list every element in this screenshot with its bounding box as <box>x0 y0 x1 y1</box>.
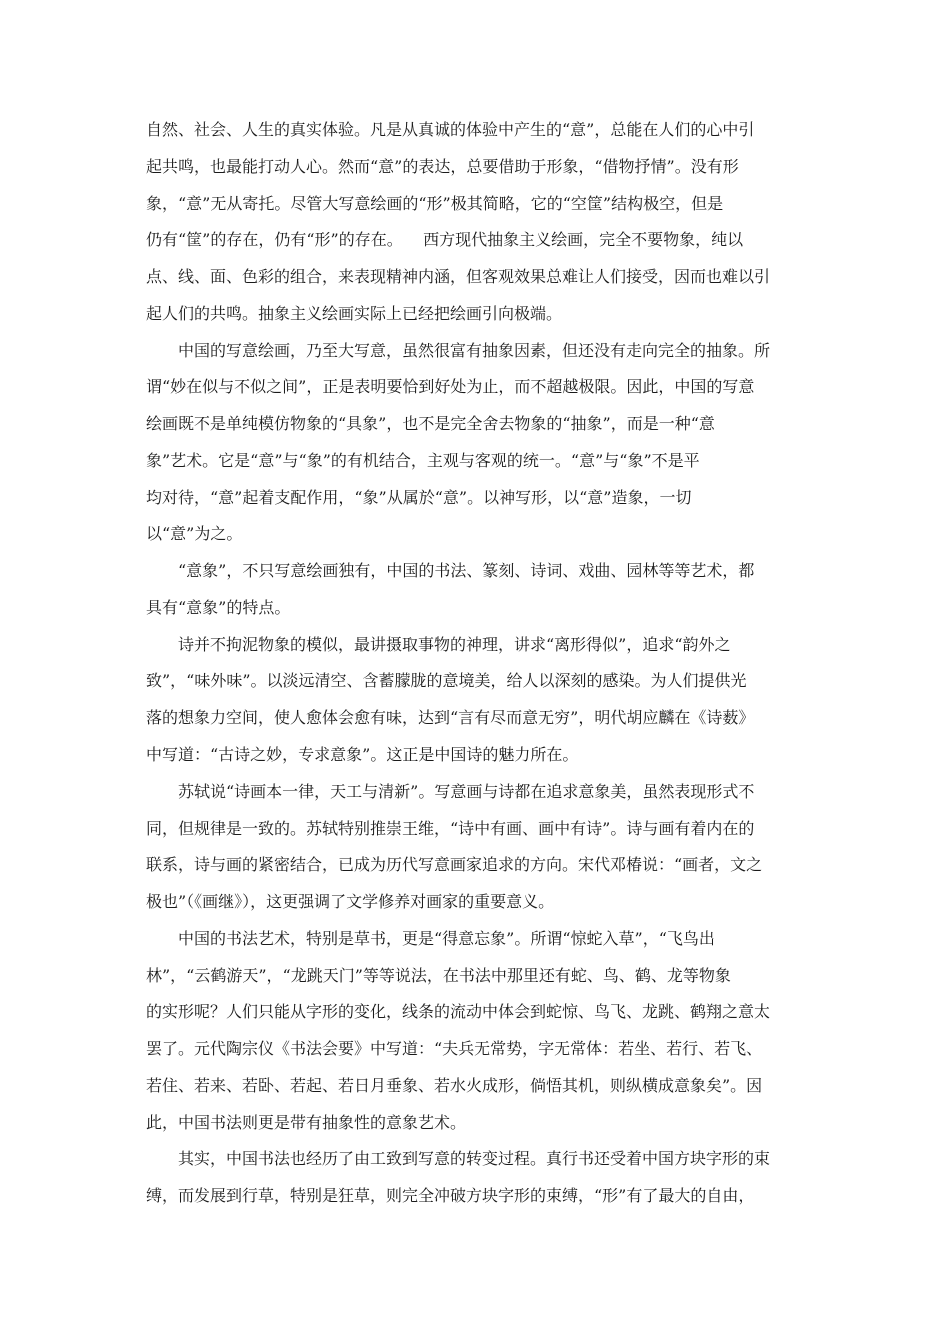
text-line: 极也”（《画继》），这更强调了文学修养对画家的重要意义。 <box>146 892 555 912</box>
text-line: 若住、若来、若卧、若起、若日月垂象、若水火成形，倘悟其机，则纵横成意象矣”。因 <box>146 1075 763 1095</box>
paragraph-2 <box>146 333 806 554</box>
paragraph-7 <box>146 1141 806 1215</box>
text-line: 落的想象力空间，使人愈体会愈有味，达到“言有尽而意无穷”，明代胡应麟在《诗薮》 <box>146 708 755 728</box>
text-line: 点、线、面、色彩的组合，来表现精神内涵，但客观效果总难让人们接受，因而也难以引 <box>146 267 771 287</box>
text-line: 中国的书法艺术，特别是草书，更是“得意忘象”。所谓“惊蛇入草”，“飞鸟出 <box>178 928 715 948</box>
article-body <box>146 112 806 1215</box>
paragraph-6 <box>146 921 806 1142</box>
text-line: 自然、社会、人生的真实体验。凡是从真诚的体验中产生的“意”，总能在人们的心中引 <box>146 120 755 139</box>
text-line: 缚，而发展到行草，特别是狂草，则完全冲破方块字形的束缚，“形”有了最大的自由， <box>146 1186 755 1206</box>
text-line: 象，“意”无从寄托。尽管大写意绘画的“形”极其简略，它的“空筐”结构极空，但是 <box>146 193 724 213</box>
text-line: 中国的写意绘画，乃至大写意，虽然很富有抽象因素，但还没有走向完全的抽象。所 <box>178 340 771 360</box>
text-line: 均对待，“意”起着支配作用，“象”从属於“意”。以神写形，以“意”造象，一切 <box>146 487 692 507</box>
text-line: 中写道：“古诗之妙，专求意象”。这正是中国诗的魅力所在。 <box>146 745 579 765</box>
text-line: 罢了。元代陶宗仪《书法会要》中写道：“夫兵无常势，字无常体：若坐、若行、若飞、 <box>146 1039 763 1059</box>
text-line: 其实，中国书法也经历了由工致到写意的转变过程。真行书还受着中国方块字形的束 <box>178 1149 771 1169</box>
text-line: 具有“意象”的特点。 <box>146 597 291 617</box>
text-line: “意象”，不只写意绘画独有，中国的书法、篆刻、诗词、戏曲、园林等等艺术，都 <box>178 561 755 581</box>
paragraph-1 <box>146 112 806 333</box>
paragraph-4 <box>146 627 806 774</box>
text-line: 苏轼说“诗画本一律，天工与清新”。写意画与诗都在追求意象美，虽然表现形式不 <box>178 781 755 801</box>
text-line: 谓“妙在似与不似之间”，正是表明要恰到好处为止，而不超越极限。因此，中国的写意 <box>146 377 755 397</box>
paragraph-5 <box>146 774 806 921</box>
paragraph-3 <box>146 553 806 627</box>
text-line: 此，中国书法则更是带有抽象性的意象艺术。 <box>146 1112 467 1132</box>
text-line: 的实形呢？人们只能从字形的变化，线条的流动中体会到蛇惊、鸟飞、龙跳、鹤翔之意太 <box>146 1002 771 1022</box>
text-line: 绘画既不是单纯模仿物象的“具象”，也不是完全舍去物象的“抽象”，而是一种“意 <box>146 414 715 434</box>
text-line: 同，但规律是一致的。苏轼特别推崇王维，“诗中有画、画中有诗”。诗与画有着内在的 <box>146 818 755 838</box>
text-line: 以“意”为之。 <box>146 524 243 544</box>
text-line: 致”，“味外味”。以淡远清空、含蓄朦胧的意境美，给人以深刻的感染。为人们提供光 <box>146 671 747 691</box>
text-line: 联系，诗与画的紧密结合，已成为历代写意画家追求的方向。宋代邓椿说：“画者，文之 <box>146 855 763 875</box>
text-line: 起人们的共鸣。抽象主义绘画实际上已经把绘画引向极端。 <box>146 303 563 323</box>
text-line: 仍有“筐”的存在，仍有“形”的存在。 西方现代抽象主义绘画，完全不要物象，纯以 <box>146 230 744 250</box>
text-line: 象”艺术。它是“意”与“象”的有机结合，主观与客观的统一。“意”与“象”不是平 <box>146 450 700 470</box>
text-line: 林”，“云鹤游天”，“龙跳天门”等等说法，在书法中那里还有蛇、鸟、鹤、龙等物象 <box>146 965 731 985</box>
text-line: 诗并不拘泥物象的模似，最讲摄取事物的神理，讲求“离形得似”，追求“韵外之 <box>178 634 731 654</box>
text-line: 起共鸣，也最能打动人心。然而“意”的表达，总要借助于形象，“借物抒情”。没有形 <box>146 156 739 176</box>
